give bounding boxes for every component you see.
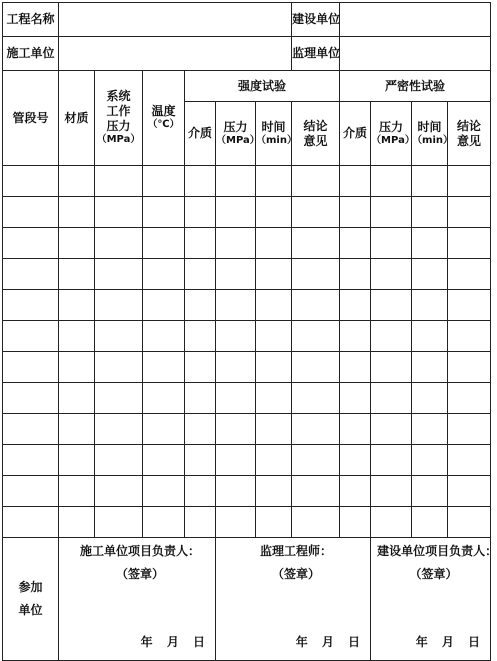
table-cell[interactable] (185, 476, 216, 507)
contractor-label: 施工单位 (3, 37, 59, 71)
tightness-pressure-line-1: 压力 (379, 119, 404, 134)
table-cell[interactable] (371, 352, 412, 383)
contractor-date: 年 月 日 (140, 635, 205, 649)
table-cell[interactable] (59, 352, 95, 383)
table-cell[interactable] (371, 321, 412, 352)
table-cell[interactable] (371, 476, 412, 507)
table-cell[interactable] (185, 383, 216, 414)
table-cell[interactable] (256, 445, 292, 476)
table-cell[interactable] (143, 414, 185, 445)
table-cell[interactable] (412, 228, 448, 259)
tightness-test-header: 严密性试验 (340, 71, 491, 102)
table-cell[interactable] (256, 507, 292, 538)
table-cell[interactable] (340, 228, 371, 259)
engineer-date: 年 月 日 (295, 635, 361, 649)
record-table (2, 2, 497, 661)
table-cell[interactable] (185, 166, 216, 197)
table-cell[interactable] (340, 507, 371, 538)
contractor-sign-cell[interactable] (59, 538, 216, 661)
table-cell[interactable] (143, 228, 185, 259)
strength-medium-header: 介质 (185, 102, 216, 166)
table-cell[interactable] (371, 445, 412, 476)
table-cell[interactable] (143, 197, 185, 228)
strength-pressure-header (216, 102, 260, 166)
table-cell[interactable] (292, 352, 340, 383)
table-cell[interactable] (216, 445, 256, 476)
table-cell[interactable] (292, 414, 340, 445)
table-cell[interactable] (95, 476, 143, 507)
table-cell[interactable] (3, 259, 59, 290)
table-row (3, 507, 491, 538)
table-cell[interactable] (256, 383, 292, 414)
tightness-conclusion-header (448, 102, 491, 166)
table-cell[interactable] (448, 197, 491, 228)
table-cell[interactable] (256, 476, 292, 507)
table-cell[interactable] (95, 383, 143, 414)
table-cell[interactable] (448, 414, 491, 445)
system-pressure-line-1: 系统 (106, 89, 131, 104)
table-cell[interactable] (412, 321, 448, 352)
table-cell[interactable] (59, 476, 95, 507)
table-cell[interactable] (448, 507, 491, 538)
tightness-medium-header: 介质 (340, 102, 371, 166)
table-cell[interactable] (185, 352, 216, 383)
table-cell[interactable] (256, 321, 292, 352)
strength-conclusion-line-2: 意见 (303, 133, 328, 148)
table-cell[interactable] (143, 166, 185, 197)
project-name-value[interactable] (59, 3, 292, 37)
table-cell[interactable] (185, 259, 216, 290)
table-cell[interactable] (448, 383, 491, 414)
participants-row (3, 538, 491, 661)
engineer-seal: （签章） (272, 567, 321, 581)
table-cell[interactable] (292, 228, 340, 259)
table-cell[interactable] (3, 414, 59, 445)
table-cell[interactable] (59, 228, 95, 259)
table-cell[interactable] (340, 166, 371, 197)
table-cell[interactable] (448, 476, 491, 507)
temperature-line-2: （℃） (147, 119, 180, 131)
table-row (3, 445, 491, 476)
table-cell[interactable] (371, 414, 412, 445)
table-cell[interactable] (256, 259, 292, 290)
supervisor-value[interactable] (340, 37, 491, 71)
table-cell[interactable] (95, 197, 143, 228)
tightness-time-line-2: （min） (412, 134, 454, 146)
participants-label-line-2: 单位 (18, 603, 43, 617)
table-cell[interactable] (216, 197, 256, 228)
table-cell[interactable] (216, 321, 256, 352)
tightness-conclusion-line-2: 意见 (457, 133, 482, 148)
table-row (3, 259, 491, 290)
table-cell[interactable] (412, 352, 448, 383)
contractor-value[interactable] (59, 37, 292, 71)
pipe-section-header: 管段号 (3, 71, 59, 166)
table-cell[interactable] (448, 290, 491, 321)
table-cell[interactable] (3, 290, 59, 321)
table-cell[interactable] (3, 507, 59, 538)
table-cell[interactable] (292, 507, 340, 538)
temperature-header (143, 71, 185, 166)
strength-test-header: 强度试验 (185, 71, 340, 102)
table-cell[interactable] (256, 166, 292, 197)
table-cell[interactable] (448, 321, 491, 352)
table-cell[interactable] (292, 476, 340, 507)
table-cell[interactable] (59, 414, 95, 445)
table-cell[interactable] (371, 507, 412, 538)
contractor-seal: （签章） (115, 567, 164, 581)
column-header-row-1 (3, 71, 491, 102)
table-row (3, 414, 491, 445)
system-pressure-line-2: 工作 (106, 104, 131, 119)
table-cell[interactable] (185, 290, 216, 321)
header-row-1 (3, 3, 491, 37)
table-cell[interactable] (95, 507, 143, 538)
table-cell[interactable] (143, 259, 185, 290)
participants-label-line-1: 参加 (18, 580, 43, 594)
table-cell[interactable] (292, 445, 340, 476)
table-cell[interactable] (185, 414, 216, 445)
table-cell[interactable] (59, 507, 95, 538)
table-cell[interactable] (185, 197, 216, 228)
table-cell[interactable] (216, 414, 256, 445)
table-cell[interactable] (95, 352, 143, 383)
table-cell[interactable] (412, 476, 448, 507)
table-cell[interactable] (3, 476, 59, 507)
table-cell[interactable] (256, 352, 292, 383)
system-pressure-header (95, 71, 143, 166)
table-cell[interactable] (412, 383, 448, 414)
table-cell[interactable] (448, 259, 491, 290)
table-cell[interactable] (412, 414, 448, 445)
table-row (3, 290, 491, 321)
table-cell[interactable] (412, 445, 448, 476)
table-cell[interactable] (59, 166, 95, 197)
strength-conclusion-line-1: 结论 (303, 118, 328, 133)
table-cell[interactable] (95, 259, 143, 290)
table-cell[interactable] (143, 383, 185, 414)
table-cell[interactable] (216, 259, 256, 290)
table-cell[interactable] (216, 476, 256, 507)
table-cell[interactable] (340, 352, 371, 383)
strength-time-line-2: （min） (256, 134, 297, 146)
table-cell[interactable] (292, 383, 340, 414)
table-cell[interactable] (3, 321, 59, 352)
table-cell[interactable] (340, 290, 371, 321)
engineer-sign-title: 监理工程师： (260, 544, 333, 558)
table-cell[interactable] (185, 228, 216, 259)
table-cell[interactable] (256, 228, 292, 259)
table-cell[interactable] (3, 197, 59, 228)
table-cell[interactable] (371, 228, 412, 259)
table-cell[interactable] (256, 290, 292, 321)
data-rows (3, 166, 491, 538)
tightness-pressure-line-2: （MPa） (371, 134, 415, 146)
table-cell[interactable] (59, 445, 95, 476)
tightness-time-header (412, 102, 454, 166)
owner-seal: （签章） (409, 567, 458, 581)
table-cell[interactable] (143, 290, 185, 321)
table-cell[interactable] (59, 197, 95, 228)
table-row (3, 197, 491, 228)
table-cell[interactable] (448, 352, 491, 383)
strength-time-header (256, 102, 297, 166)
table-cell[interactable] (412, 166, 448, 197)
table-cell[interactable] (143, 476, 185, 507)
table-cell[interactable] (95, 414, 143, 445)
tightness-time-line-1: 时间 (417, 119, 442, 134)
table-cell[interactable] (95, 166, 143, 197)
table-cell[interactable] (216, 290, 256, 321)
table-cell[interactable] (59, 290, 95, 321)
table-cell[interactable] (371, 197, 412, 228)
table-cell[interactable] (216, 507, 256, 538)
table-row (3, 321, 491, 352)
strength-pressure-line-1: 压力 (223, 119, 248, 134)
table-cell[interactable] (95, 445, 143, 476)
table-row (3, 383, 491, 414)
table-cell[interactable] (216, 228, 256, 259)
table-cell[interactable] (448, 166, 491, 197)
table-cell[interactable] (143, 352, 185, 383)
table-cell[interactable] (59, 259, 95, 290)
table-cell[interactable] (95, 321, 143, 352)
table-cell[interactable] (216, 352, 256, 383)
table-cell[interactable] (371, 290, 412, 321)
strength-conclusion-header (292, 102, 340, 166)
table-cell[interactable] (292, 166, 340, 197)
strength-pressure-line-2: （MPa） (216, 134, 260, 146)
table-cell[interactable] (143, 321, 185, 352)
table-cell[interactable] (340, 321, 371, 352)
system-pressure-line-3: 压力 (106, 119, 131, 134)
table-cell[interactable] (59, 321, 95, 352)
table-cell[interactable] (256, 414, 292, 445)
supervisor-label: 监理单位 (292, 37, 340, 71)
table-cell[interactable] (256, 197, 292, 228)
owner-date: 年 月 日 (415, 635, 481, 649)
table-cell[interactable] (95, 290, 143, 321)
table-cell[interactable] (143, 445, 185, 476)
table-cell[interactable] (412, 290, 448, 321)
table-cell[interactable] (340, 383, 371, 414)
table-cell[interactable] (371, 259, 412, 290)
table-cell[interactable] (412, 259, 448, 290)
construction-unit-label: 建设单位 (292, 3, 340, 37)
table-row (3, 228, 491, 259)
engineer-sign-cell[interactable] (216, 538, 371, 661)
table-cell[interactable] (371, 383, 412, 414)
table-cell[interactable] (340, 445, 371, 476)
table-cell[interactable] (412, 507, 448, 538)
table-cell[interactable] (3, 166, 59, 197)
table-cell[interactable] (371, 166, 412, 197)
table-cell[interactable] (292, 259, 340, 290)
table-cell[interactable] (185, 321, 216, 352)
table-cell[interactable] (340, 476, 371, 507)
table-cell[interactable] (292, 290, 340, 321)
project-name-label: 工程名称 (3, 3, 59, 37)
owner-sign-title: 建设单位项目负责人： (377, 544, 497, 558)
table-cell[interactable] (216, 166, 256, 197)
participants-label (3, 538, 59, 661)
table-cell[interactable] (95, 228, 143, 259)
table-cell[interactable] (143, 507, 185, 538)
tightness-conclusion-line-1: 结论 (457, 118, 482, 133)
owner-sign-cell[interactable] (371, 538, 497, 661)
system-pressure-line-4: （MPa） (96, 134, 141, 146)
table-cell[interactable] (292, 197, 340, 228)
table-row (3, 476, 491, 507)
table-cell[interactable] (340, 197, 371, 228)
table-row (3, 352, 491, 383)
table-cell[interactable] (185, 507, 216, 538)
table-cell[interactable] (448, 445, 491, 476)
table-cell[interactable] (3, 352, 59, 383)
table-cell[interactable] (3, 228, 59, 259)
strength-time-line-1: 时间 (261, 119, 286, 134)
table-cell[interactable] (292, 321, 340, 352)
tightness-pressure-header (371, 102, 415, 166)
table-cell[interactable] (3, 445, 59, 476)
contractor-sign-title: 施工单位项目负责人： (79, 544, 200, 558)
table-cell[interactable] (216, 383, 256, 414)
table-cell[interactable] (340, 259, 371, 290)
table-cell[interactable] (340, 414, 371, 445)
table-cell[interactable] (185, 445, 216, 476)
temperature-line-1: 温度 (151, 104, 176, 119)
header-row-2 (3, 37, 491, 71)
table-cell[interactable] (59, 383, 95, 414)
construction-unit-value[interactable] (340, 3, 491, 37)
material-header: 材质 (59, 71, 95, 166)
table-row (3, 166, 491, 197)
table-cell[interactable] (412, 197, 448, 228)
table-cell[interactable] (3, 383, 59, 414)
table-cell[interactable] (448, 228, 491, 259)
